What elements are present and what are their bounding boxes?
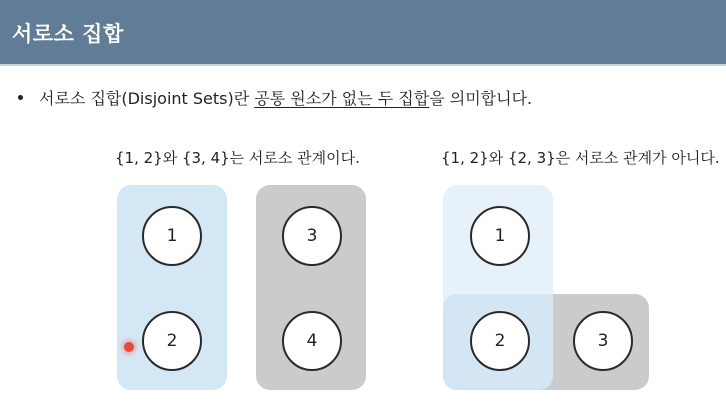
element-circle: 2 [142,311,202,371]
example2-caption: {1, 2}와 {2, 3}은 서로소 관계가 아니다. [441,149,720,167]
element-circle: 4 [282,311,342,371]
element-circle: 3 [282,206,342,266]
slide-header [0,0,726,64]
definition-text-start: 서로소 집합(Disjoint Sets)란 [39,89,255,108]
header-divider [0,64,726,66]
definition-text-end: 을 의미합니다. [429,89,533,108]
pointer-dot-icon [124,342,134,352]
definition-bullet [18,86,532,109]
element-circle: 1 [142,206,202,266]
slide-title: 서로소 집합 [12,22,124,46]
element-circle: 3 [573,311,633,371]
example1-caption: {1, 2}와 {3, 4}는 서로소 관계이다. [115,149,360,167]
definition-underlined: 공통 원소가 없는 두 집합 [254,89,430,108]
element-circle: 2 [470,311,530,371]
bullet-icon [18,95,23,100]
element-circle: 1 [470,206,530,266]
